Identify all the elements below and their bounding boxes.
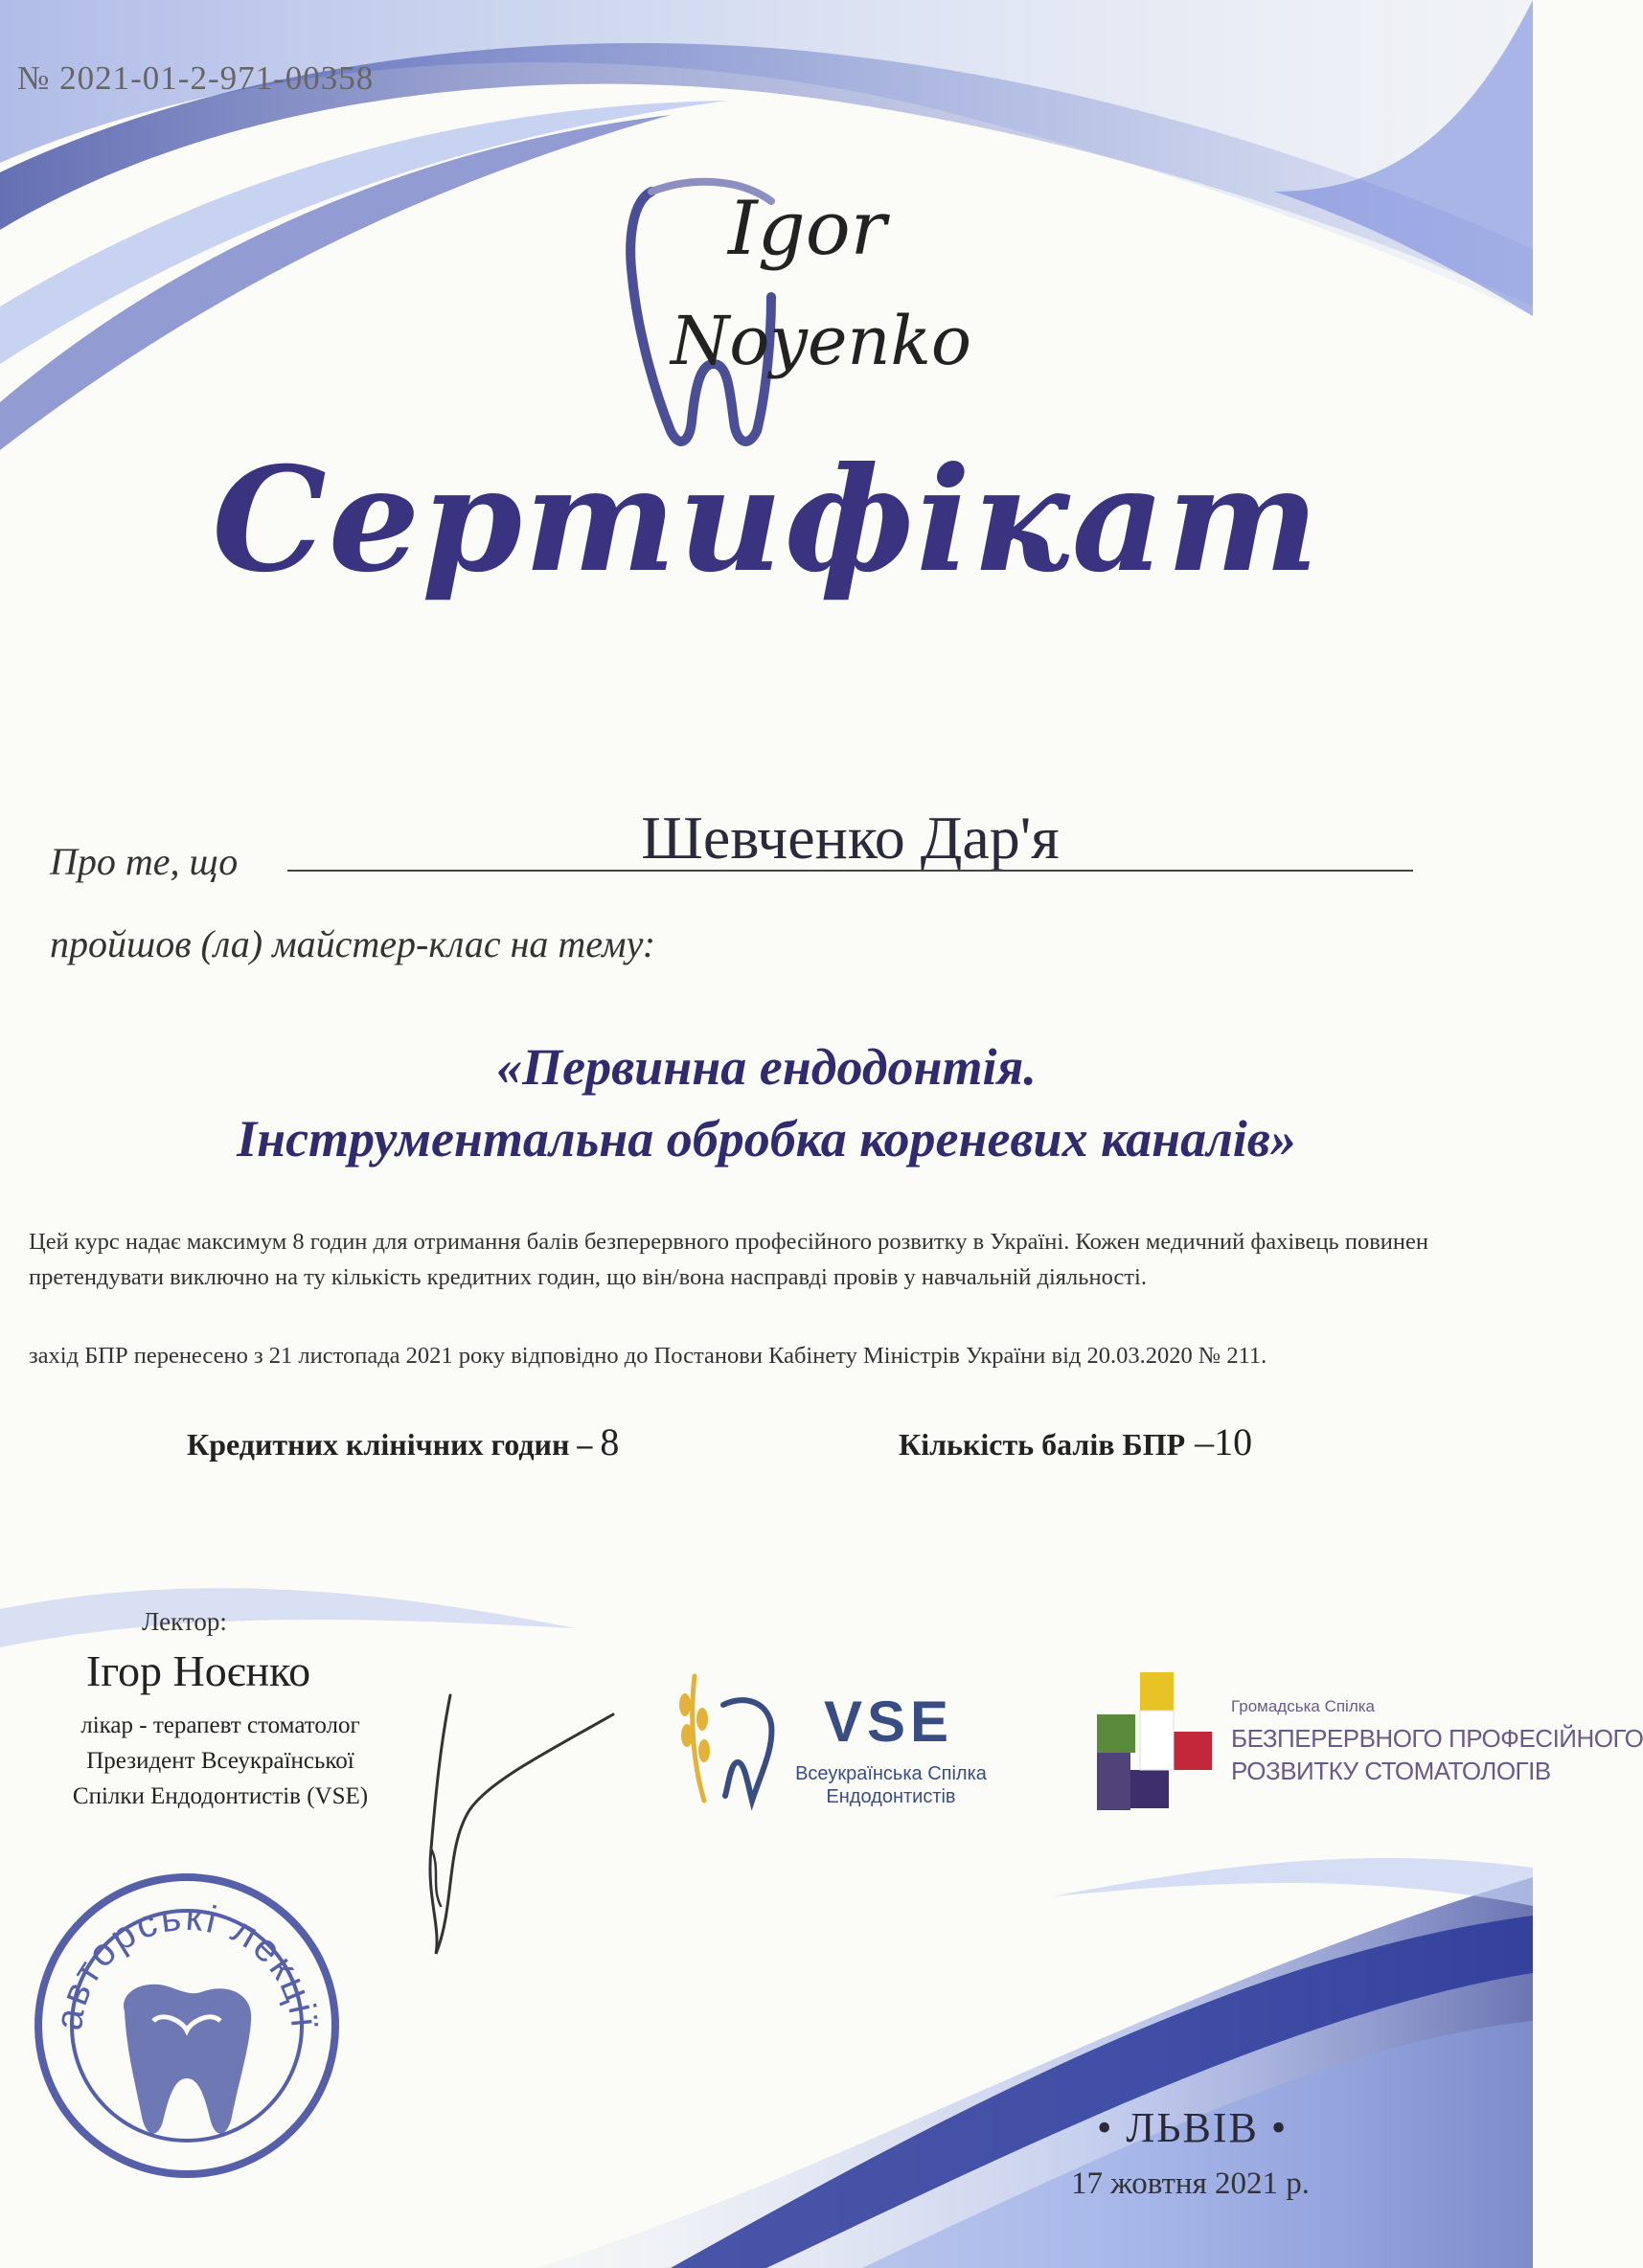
- topic-line-2: Інструментальна обробка кореневих каналів»: [237, 1110, 1296, 1168]
- issue-date: 17 жовтня 2021 р.: [1071, 2166, 1310, 2201]
- city: • ЛЬВІВ •: [1097, 2104, 1289, 2151]
- vse-title: VSE: [824, 1690, 954, 1754]
- lector-role-line-1: лікар - терапевт стоматолог: [80, 1712, 360, 1738]
- lector-role-line-2: Президент Всеукраїнської: [86, 1748, 354, 1774]
- cross-blocks-icon: [1092, 1665, 1217, 1818]
- certificate-title: Сертифікат: [212, 436, 1321, 604]
- brand-text-line2: Noyenko: [671, 302, 972, 380]
- org-line-2: РОЗВИТКУ СТОМАТОЛОГІВ: [1231, 1757, 1551, 1785]
- org-small-label: Громадська Спілка: [1231, 1697, 1376, 1715]
- bpr-points: [899, 1419, 1252, 1464]
- about-label: Про те, що: [50, 840, 239, 883]
- vse-sub-line-2: Ендодонтистів: [826, 1786, 956, 1807]
- wheat-tooth-icon: [666, 1667, 781, 1810]
- org-line-1: БЕЗПЕРЕРВНОГО ПРОФЕСІЙНОГО: [1231, 1724, 1643, 1753]
- passed-label: пройшов (ла) майстер-клас на тему:: [50, 922, 656, 965]
- lector-signature: [412, 1686, 651, 1963]
- bpr-points-label: Кількість балів БПР: [899, 1427, 1186, 1462]
- credit-hours-value: 8: [600, 1420, 620, 1463]
- credit-hours-label: Кредитних клінічних годин –: [187, 1427, 593, 1462]
- bpr-points-value: –10: [1195, 1420, 1253, 1463]
- topic-line-1: «Первинна ендодонтія.: [496, 1038, 1037, 1096]
- postponement-note: захід БПР перенесено з 21 листопада 2021 року відповідно до Постанови Кабінету Міністрів України від 20.03.2020 № 211.: [29, 1343, 1267, 1369]
- name-underline: [287, 870, 1413, 872]
- vse-sub-line-1: Всеукраїнська Спілка: [795, 1763, 987, 1784]
- credit-hours: [187, 1419, 619, 1464]
- course-note: Цей курс надає максимум 8 годин для отримання балів безперервного професійного розвитку в Україні. Кожен медичний фахівець повинен претендувати виключно на ту кількість кредитних годин, що він/вона насправді провів у навчальній діяльності.: [29, 1229, 1428, 1290]
- lector-label: Лектор:: [142, 1607, 227, 1636]
- stamp-text: авторські лекції: [47, 1895, 326, 2033]
- lector-role-line-3: Спілки Ендодонтистів (VSE): [72, 1783, 369, 1809]
- stamp: [29, 1868, 345, 2184]
- lector-name: Ігор Ноєнко: [86, 1646, 311, 1695]
- brand-text-line1: Igor: [728, 186, 886, 272]
- brand-logo: [613, 163, 996, 479]
- tooth-stamp-icon: [124, 1984, 251, 2134]
- recipient-name: Шевченко Дар'я: [641, 804, 1060, 872]
- certificate-number: № 2021-01-2-971-00358: [17, 59, 375, 97]
